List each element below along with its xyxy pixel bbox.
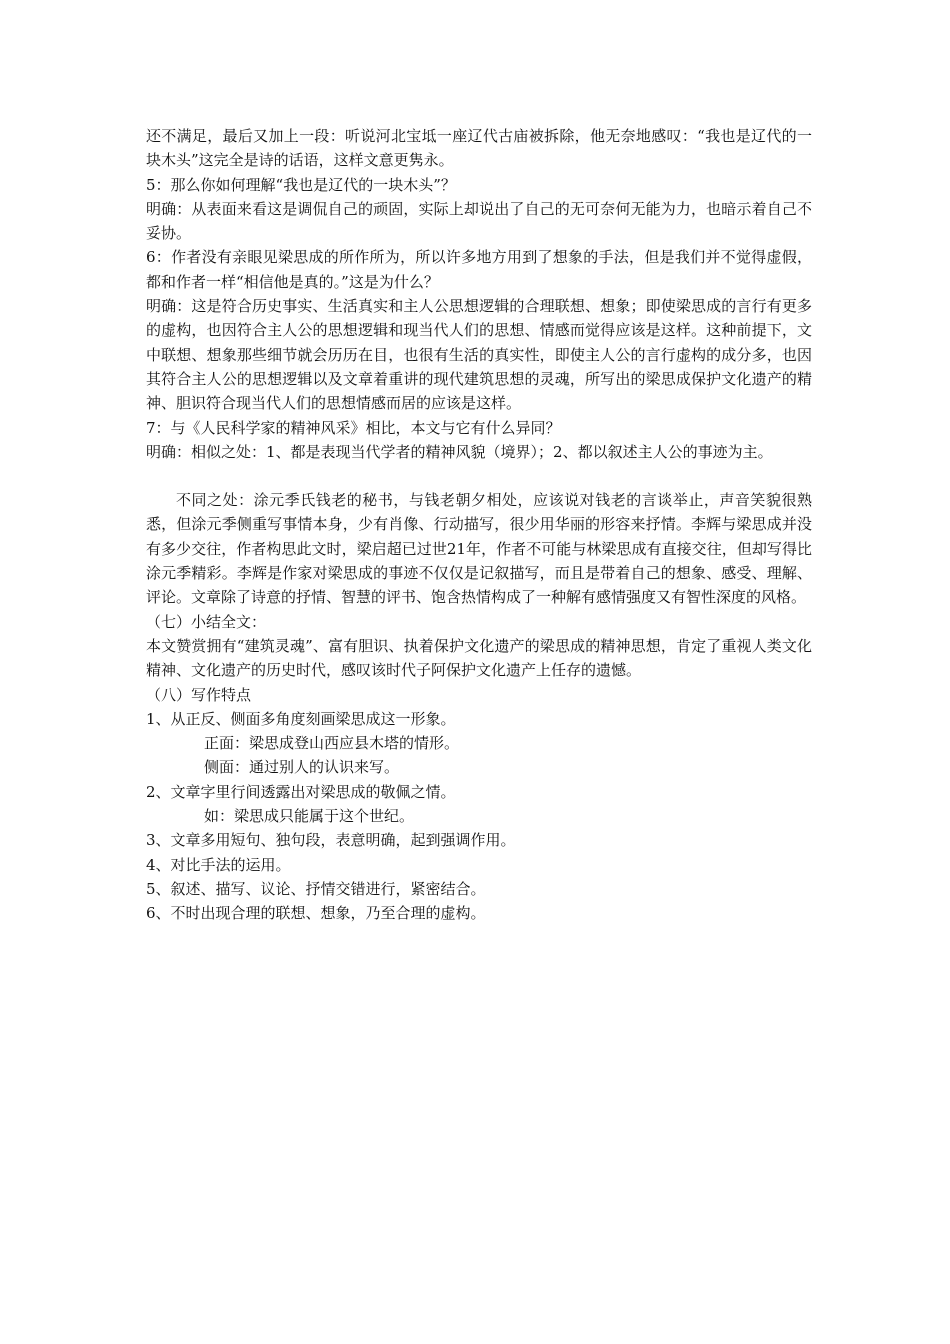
feature-item-6: 6、不时出现合理的联想、想象，乃至合理的虚构。 — [146, 904, 486, 923]
paragraph-continuation: 还不满足，最后又加上一段：听说河北宝坻一座辽代古庙被拆除，他无奈地感叹：“我也是辽代的一块木头”这完全是诗的话语，这样文意更隽永。 — [146, 127, 812, 170]
answer-7-differences: 不同之处：涂元季氏钱老的秘书，与钱老朝夕相处，应该说对钱老的言谈举止，声音笑貌很熟悉，但涂元季侧重写事情本身，少有肖像、行动描写，很少用华丽的形容来抒情。李辉与梁思成并没有多少交往，作者构思此文时，梁启超已过世21年，作者不可能与林梁思成有直接交往，但却写得比涂元季精彩。李辉是作家对梁思成的事迹不仅仅是记叙描写，而且是带着自己的想象、感受、理解、评论。文章除了诗意的抒情、智慧的评书、饱含热情构成了一种解有感情强度又有智性深度的风格。 — [146, 491, 812, 607]
question-5: 5：那么你如何理解“我也是辽代的一块木头”？ — [146, 175, 456, 194]
summary-paragraph: 本文赞赏拥有“建筑灵魂”、富有胆识、执着保护文化遗产的梁思成的精神思想，肯定了重视人类文化精神、文化遗产的历史时代，感叹该时代子阿保护文化遗产上任存的遗憾。 — [146, 636, 812, 680]
feature-item-2-example: 如：梁思成只能属于这个世纪。 — [204, 807, 415, 826]
answer-5: 明确：从表面来看这是调侃自己的顽固，实际上却说出了自己的无可奈何无能为力，也暗示着自己不妥协。 — [146, 199, 812, 243]
feature-item-2: 2、文章字里行间透露出对梁思成的敬佩之情。 — [146, 782, 456, 801]
section-heading-summary: （七）小结全文： — [146, 612, 267, 631]
answer-6: 明确：这是符合历史事实、生活真实和主人公思想逻辑的合理联想、想象；即使梁思成的言行有更多的虚构，也因符合主人公的思想逻辑和现当代人们的思想、情感而觉得应该是这样。这种前提下，文中联想、想象那些细节就会历历在目，也很有生活的真实性，即使主人公的言行虚构的成分多，也因其符合主人公的思想逻辑以及文章着重讲的现代建筑思想的灵魂，所写出的梁思成保护文化遗产的精神、胆识符合现当代人们的思想情感而居的应该是这样。 — [146, 297, 812, 413]
feature-item-1: 1、从正反、侧面多角度刻画梁思成这一形象。 — [146, 709, 456, 728]
feature-item-1-front: 正面：梁思成登山西应县木塔的情形。 — [204, 734, 460, 753]
blank-line — [146, 464, 812, 488]
feature-item-4: 4、对比手法的运用。 — [146, 855, 291, 874]
question-6: 6：作者没有亲眼见梁思成的所作所为，所以许多地方用到了想象的手法，但是我们并不觉得虚假，都和作者一样“相信他是真的。”这是为什么？ — [146, 248, 812, 291]
section-heading-writing-features: （八）写作特点 — [146, 685, 252, 704]
question-7: 7：与《人民科学家的精神风采》相比，本文与它有什么异同？ — [146, 418, 561, 437]
feature-item-3: 3、文章多用短句、独句段，表意明确，起到强调作用。 — [146, 831, 516, 850]
answer-7-similarities: 明确：相似之处：1、都是表现当代学者的精神风貌（境界）；2、都以叙述主人公的事迹为主。 — [146, 442, 773, 461]
feature-item-1-side: 侧面：通过别人的认识来写。 — [204, 758, 400, 777]
feature-item-5: 5、叙述、描写、议论、抒情交错进行，紧密结合。 — [146, 879, 486, 898]
